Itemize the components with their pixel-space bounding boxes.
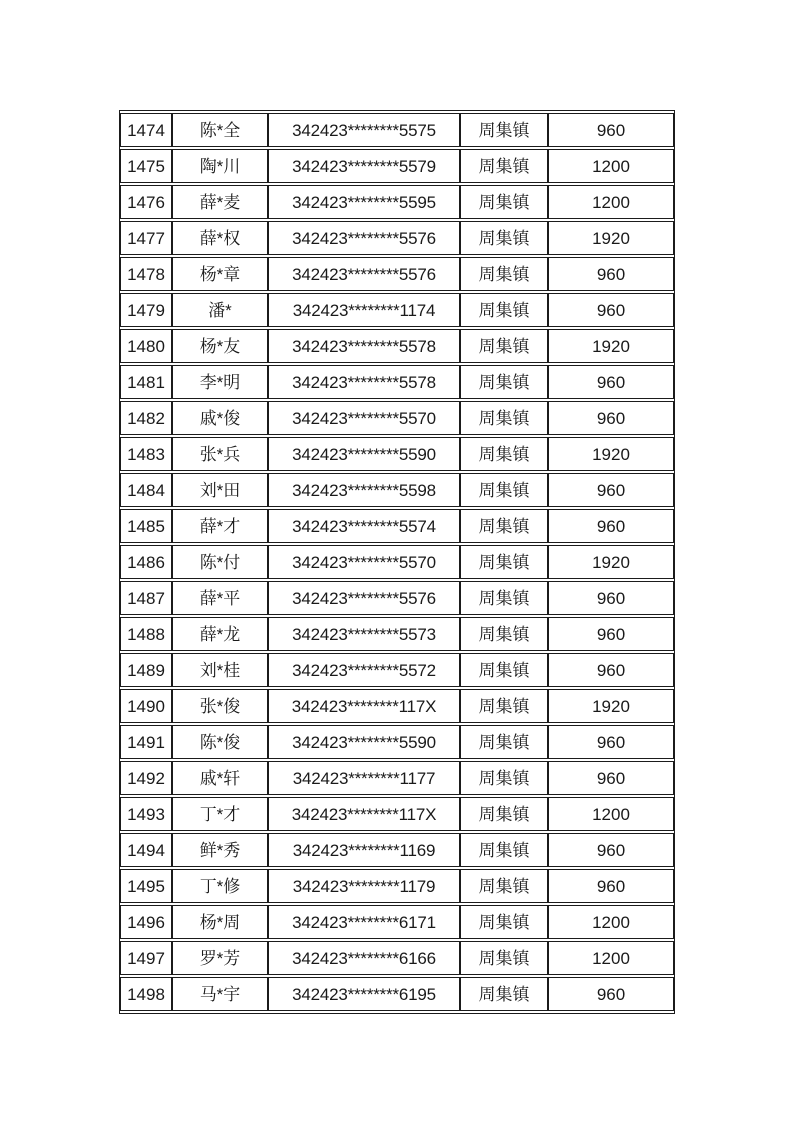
cell-serial-number: 1490 [120,689,172,723]
table-row [120,113,674,147]
cell-id-number: 342423********1169 [268,833,460,867]
cell-person-name: 戚*轩 [172,761,268,795]
table-row [120,293,674,327]
cell-serial-number: 1483 [120,437,172,471]
cell-amount: 960 [548,833,674,867]
cell-serial-number: 1493 [120,797,172,831]
cell-amount: 960 [548,365,674,399]
cell-id-number: 342423********1177 [268,761,460,795]
cell-town: 周集镇 [460,545,548,579]
cell-person-name: 薛*权 [172,221,268,255]
cell-id-number: 342423********5576 [268,221,460,255]
cell-serial-number: 1479 [120,293,172,327]
cell-amount: 960 [548,473,674,507]
cell-person-name: 张*兵 [172,437,268,471]
cell-person-name: 杨*章 [172,257,268,291]
table-row [120,977,674,1011]
cell-id-number: 342423********6171 [268,905,460,939]
cell-serial-number: 1478 [120,257,172,291]
cell-serial-number: 1486 [120,545,172,579]
cell-serial-number: 1489 [120,653,172,687]
cell-serial-number: 1481 [120,365,172,399]
cell-serial-number: 1485 [120,509,172,543]
cell-serial-number: 1482 [120,401,172,435]
cell-person-name: 薛*平 [172,581,268,615]
cell-serial-number: 1491 [120,725,172,759]
cell-id-number: 342423********6195 [268,977,460,1011]
table-row [120,689,674,723]
cell-amount: 1920 [548,437,674,471]
cell-amount: 960 [548,977,674,1011]
cell-amount: 960 [548,761,674,795]
cell-town: 周集镇 [460,437,548,471]
table-row [120,617,674,651]
table-row [120,473,674,507]
table-row [120,797,674,831]
cell-town: 周集镇 [460,293,548,327]
cell-id-number: 342423********5574 [268,509,460,543]
cell-person-name: 潘* [172,293,268,327]
cell-amount: 960 [548,113,674,147]
cell-id-number: 342423********6166 [268,941,460,975]
cell-amount: 1920 [548,329,674,363]
cell-serial-number: 1475 [120,149,172,183]
beneficiary-table [119,110,675,1014]
cell-person-name: 杨*友 [172,329,268,363]
cell-amount: 960 [548,725,674,759]
cell-person-name: 马*宇 [172,977,268,1011]
cell-serial-number: 1474 [120,113,172,147]
cell-person-name: 丁*修 [172,869,268,903]
cell-id-number: 342423********117X [268,689,460,723]
cell-person-name: 薛*才 [172,509,268,543]
table-row [120,365,674,399]
cell-person-name: 刘*田 [172,473,268,507]
cell-id-number: 342423********5570 [268,401,460,435]
cell-id-number: 342423********5598 [268,473,460,507]
cell-town: 周集镇 [460,653,548,687]
cell-person-name: 李*明 [172,365,268,399]
cell-person-name: 丁*才 [172,797,268,831]
cell-town: 周集镇 [460,401,548,435]
cell-town: 周集镇 [460,473,548,507]
cell-serial-number: 1497 [120,941,172,975]
cell-town: 周集镇 [460,905,548,939]
cell-person-name: 陶*川 [172,149,268,183]
cell-town: 周集镇 [460,329,548,363]
cell-person-name: 陈*全 [172,113,268,147]
cell-serial-number: 1480 [120,329,172,363]
cell-serial-number: 1494 [120,833,172,867]
cell-id-number: 342423********5576 [268,257,460,291]
cell-amount: 1200 [548,941,674,975]
cell-person-name: 薛*麦 [172,185,268,219]
table-row [120,869,674,903]
cell-town: 周集镇 [460,257,548,291]
cell-town: 周集镇 [460,869,548,903]
cell-amount: 1200 [548,149,674,183]
cell-person-name: 罗*芳 [172,941,268,975]
cell-town: 周集镇 [460,797,548,831]
cell-town: 周集镇 [460,365,548,399]
table-row [120,329,674,363]
table-row [120,581,674,615]
cell-town: 周集镇 [460,509,548,543]
cell-serial-number: 1498 [120,977,172,1011]
cell-town: 周集镇 [460,581,548,615]
cell-town: 周集镇 [460,761,548,795]
cell-serial-number: 1495 [120,869,172,903]
cell-serial-number: 1492 [120,761,172,795]
cell-town: 周集镇 [460,941,548,975]
cell-person-name: 鲜*秀 [172,833,268,867]
cell-serial-number: 1487 [120,581,172,615]
table-row [120,149,674,183]
table-row [120,833,674,867]
table-row [120,437,674,471]
cell-serial-number: 1477 [120,221,172,255]
cell-id-number: 342423********1174 [268,293,460,327]
cell-amount: 960 [548,617,674,651]
cell-person-name: 戚*俊 [172,401,268,435]
beneficiary-table-body [120,113,674,1011]
cell-amount: 1920 [548,221,674,255]
table-row [120,725,674,759]
cell-amount: 1200 [548,905,674,939]
cell-id-number: 342423********5590 [268,437,460,471]
cell-amount: 1920 [548,689,674,723]
cell-serial-number: 1484 [120,473,172,507]
cell-id-number: 342423********5595 [268,185,460,219]
cell-person-name: 陈*俊 [172,725,268,759]
cell-person-name: 刘*桂 [172,653,268,687]
cell-town: 周集镇 [460,977,548,1011]
cell-id-number: 342423********5578 [268,329,460,363]
cell-amount: 960 [548,653,674,687]
cell-town: 周集镇 [460,689,548,723]
cell-town: 周集镇 [460,725,548,759]
cell-amount: 960 [548,581,674,615]
cell-person-name: 陈*付 [172,545,268,579]
cell-serial-number: 1476 [120,185,172,219]
table-row [120,905,674,939]
cell-amount: 960 [548,293,674,327]
table-row [120,509,674,543]
cell-serial-number: 1496 [120,905,172,939]
cell-id-number: 342423********5570 [268,545,460,579]
cell-id-number: 342423********1179 [268,869,460,903]
table-row [120,653,674,687]
cell-person-name: 杨*周 [172,905,268,939]
cell-town: 周集镇 [460,617,548,651]
cell-amount: 960 [548,401,674,435]
cell-amount: 1920 [548,545,674,579]
cell-town: 周集镇 [460,113,548,147]
cell-id-number: 342423********5590 [268,725,460,759]
cell-amount: 960 [548,869,674,903]
cell-id-number: 342423********117X [268,797,460,831]
cell-person-name: 薛*龙 [172,617,268,651]
cell-id-number: 342423********5573 [268,617,460,651]
table-row [120,257,674,291]
cell-id-number: 342423********5576 [268,581,460,615]
table-row [120,185,674,219]
cell-town: 周集镇 [460,833,548,867]
table-row [120,545,674,579]
cell-id-number: 342423********5575 [268,113,460,147]
cell-town: 周集镇 [460,149,548,183]
cell-amount: 1200 [548,797,674,831]
table-row [120,761,674,795]
cell-serial-number: 1488 [120,617,172,651]
cell-person-name: 张*俊 [172,689,268,723]
cell-id-number: 342423********5578 [268,365,460,399]
cell-town: 周集镇 [460,221,548,255]
table-row [120,401,674,435]
cell-town: 周集镇 [460,185,548,219]
cell-amount: 960 [548,509,674,543]
table-row [120,221,674,255]
cell-amount: 1200 [548,185,674,219]
table-row [120,941,674,975]
cell-id-number: 342423********5579 [268,149,460,183]
cell-amount: 960 [548,257,674,291]
cell-id-number: 342423********5572 [268,653,460,687]
